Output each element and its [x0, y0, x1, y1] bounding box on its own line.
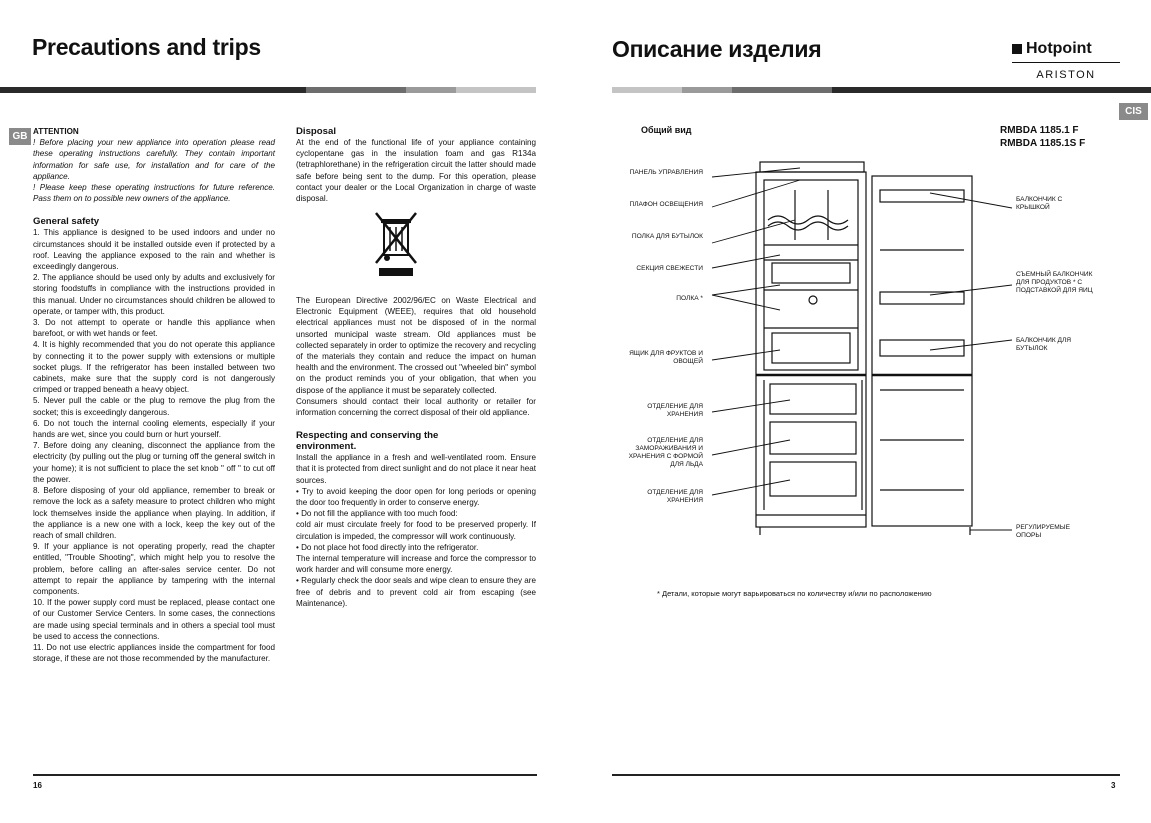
label-removable-balcony: СЪЕМНЫЙ БАЛКОНЧИК ДЛЯ ПРОДУКТОВ * С ПОДСТАВКОЙ ДЛЯ ЯИЦ: [1016, 271, 1093, 294]
general-safety-heading: General safety: [33, 216, 100, 228]
environment-line: • Do not place hot food directly into the refrigerator.: [296, 542, 479, 552]
label-lid-balcony: БАЛКОНЧИК С КРЫШКОЙ: [1016, 196, 1063, 211]
label-storage-1: ОТДЕЛЕНИЕ ДЛЯ ХРАНЕНИЯ: [647, 403, 703, 418]
attention-heading: ATTENTION: [33, 127, 79, 136]
left-footer-rule: [33, 774, 537, 776]
safety-item: 3. Do not attempt to operate or handle this appliance when barefoot, or with wet hands or feet.: [33, 318, 275, 339]
safety-item: 8. Before disposing of your old appliance, remember to break or remove the lock as a safety measure to protect children who might lock themselves inside the appliance when playing. In addition, if the appliance is a new one with a lock, keep the key out of the reach of small children.: [33, 486, 275, 540]
left-page-title: Precautions and trips: [32, 34, 261, 60]
environment-line: Install the appliance in a fresh and well-ventilated room. Ensure that it is protected from direct sunlight and do not place it near heat sources.: [296, 453, 536, 485]
safety-item: 1. This appliance is designed to be used indoors and under no circumstances should it be installed outside even if protected by a roof. Leaving the appliance exposed to the rain and whether is exceedingly dangerous.: [33, 228, 275, 272]
brand-sub: ARISTON: [1036, 69, 1096, 81]
environment-line: • Try to avoid keeping the door open for long periods or opening the door too frequently in order to conserve energy.: [296, 486, 536, 508]
weee-text: The European Directive 2002/96/EC on Waste Electrical and Electronic Equipment (WEEE), requires that old household electrical appliances must not be disposed of in the normal unsorted municipal waste stream. Old appliances must be collected separately in order to optimize the recovery and recycling of the materials they contain and reduce the impact on human health and the environment. The crossed out "wheeled bin" symbol on the product reminds you of your obligation, that when you dispose of the appliance it must be separately collected.: [296, 296, 536, 395]
right-page-number: 3: [1111, 781, 1116, 790]
safety-item: 4. It is highly recommended that you do not operate this appliance by connecting it to the power supply with extensions or multiple socket plugs. If the refrigerator has been installed between two cabinets, make sure that the supply cord is not dangerously crimped or trapped beneath a heavy object.: [33, 340, 275, 395]
safety-item: 7. Before doing any cleaning, disconnect the appliance from the electricity (by pulling out the plug or turning off the general switch in your home); it is not sufficient to place the set knob " off " to cut off the power.: [33, 441, 275, 484]
model-name: RMBDA 1185.1 F: [1000, 125, 1079, 136]
fridge-diagram: [700, 150, 1020, 540]
label-freezing: ОТДЕЛЕНИЕ ДЛЯ ЗАМОРАЖИВАНИЯ И ХРАНЕНИЯ С ФОРМОЙ ДЛЯ ЛЬДА: [628, 437, 703, 468]
label-bottle-shelf: ПОЛКА ДЛЯ БУТЫЛОК: [631, 233, 703, 240]
environment-line: cold air must circulate freely for food to be preserved properly. If circulation is impeded, the compressor will work continuously.: [296, 520, 536, 541]
attention-line: ! Please keep these operating instructions for future reference. Pass them on to possible new owners of the appliance.: [33, 183, 275, 204]
label-bottle-balcony: БАЛКОНЧИК ДЛЯ БУТЫЛОК: [1016, 337, 1072, 352]
overview-heading: Общий вид: [641, 125, 692, 135]
footnote: * Детали, которые могут варьироваться по количеству и/или по расположению: [657, 589, 932, 598]
weee-block: [296, 295, 536, 609]
label-fresh-section: СЕКЦИЯ СВЕЖЕСТИ: [636, 265, 703, 272]
language-tag-cis: CIS: [1119, 103, 1148, 120]
label-control-panel: ПАНЕЛЬ УПРАВЛЕНИЯ: [629, 169, 703, 176]
right-footer-rule: [612, 774, 1120, 776]
label-fruit-drawer: ЯЩИК ДЛЯ ФРУКТОВ И ОВОЩЕЙ: [629, 350, 703, 365]
environment-line: The internal temperature will increase and force the compressor to work harder and will consume more energy.: [296, 554, 536, 575]
environment-line: • Regularly check the door seals and wipe clean to ensure they are free of debris and to prevent cold air from escaping (see Maintenance).: [296, 576, 536, 608]
safety-item: 6. Do not touch the internal cooling elements, especially if your hands are wet, since you could burn or hurt yourself.: [33, 418, 275, 440]
model-name: RMBDA 1185.1S F: [1000, 138, 1086, 149]
right-page-title: Описание изделия: [612, 36, 822, 62]
disposal-heading: Disposal: [296, 126, 336, 137]
label-shelf: ПОЛКА *: [676, 295, 703, 302]
safety-item: 11. Do not use electric appliances inside the compartment for food storage, if these are not those recommended by the manufacturer.: [33, 642, 275, 664]
middle-column: [296, 126, 536, 204]
label-light: ПЛАФОН ОСВЕЩЕНИЯ: [629, 201, 703, 208]
brand-logo: [1012, 40, 1120, 83]
environment-heading: Respecting and conserving the environment.: [296, 430, 439, 453]
hotpoint-logo-icon: [1012, 44, 1022, 54]
label-storage-2: ОТДЕЛЕНИЕ ДЛЯ ХРАНЕНИЯ: [647, 489, 703, 504]
label-feet: РЕГУЛИРУЕМЫЕ ОПОРЫ: [1016, 524, 1070, 539]
model-list: [1000, 124, 1085, 150]
crossed-out-bin-icon: [374, 211, 418, 279]
safety-item: 9. If your appliance is not operating properly, read the chapter entitled, "Trouble Shooting", which might help you to resolve the problem, before calling an after-sales service center. Do not attempt to repair the appliance by tampering with the internal components.: [33, 542, 275, 596]
environment-line: • Do not fill the appliance with too much food:: [296, 509, 458, 519]
disposal-text: At the end of the functional life of your appliance containing cyclopentane gas in the insulation foam and gas R134a (tetraphlorethane) in the refrigeration circuit the latter should made safe before being sent to the dump. For this operation, please contact your dealer or the Local Organization in charge of waste disposal.: [296, 138, 536, 204]
brand-name: Hotpoint: [1026, 40, 1092, 57]
left-column: [33, 126, 275, 664]
safety-item: 10. If the power supply cord must be replaced, please contact one of our Customer Service Centers. In some cases, the connections are made using special terminals and in others a special tool must be used to access the connections.: [33, 598, 275, 641]
left-page-number: 16: [33, 781, 42, 790]
safety-item: 2. The appliance should be used only by adults and exclusively for storing foodstuffs in compliance with the instructions provided in this manual. Under no circumstances should children be allowed to operate, or tamper with, this product.: [33, 273, 275, 316]
weee-text-2: Consumers should contact their local authority or retailer for information concerning the correct disposal of their old appliance.: [296, 396, 536, 418]
language-tag-gb: GB: [9, 128, 31, 145]
attention-line: ! Before placing your new appliance into operation please read these operating instructions carefully. They contain important information for safe use, for installation and for care of the appliance.: [33, 138, 275, 181]
safety-item: 5. Never pull the cable or the plug to remove the plug from the socket; this is exceedingly dangerous.: [33, 396, 275, 417]
